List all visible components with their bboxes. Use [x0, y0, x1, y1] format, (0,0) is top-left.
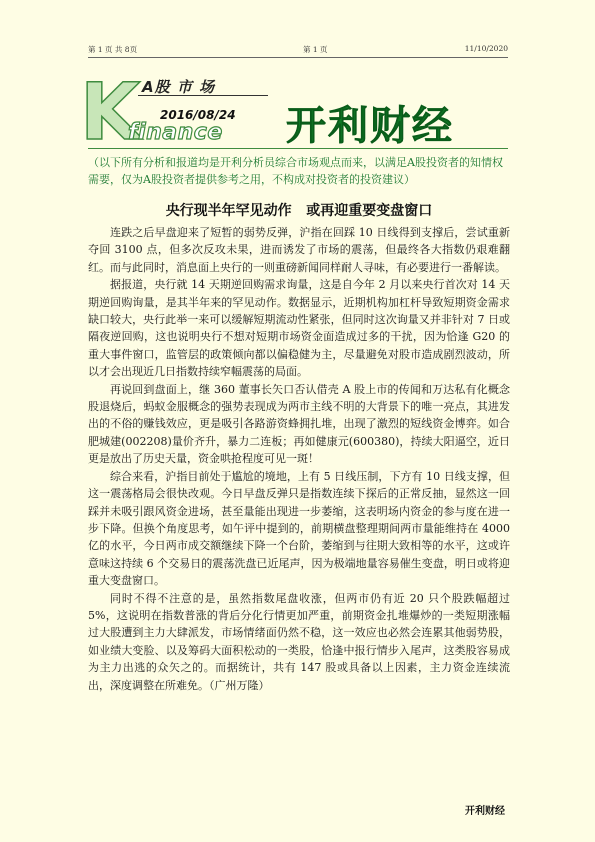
paragraph: 再说回到盘面上，继 360 董事长矢口否认借壳 A 股上市的传闻和万达私有化概念股退烧后，蚂蚁金服概念的强势表现成为两市主线不明的大背景下的唯一亮点，其进发出的不俗的赚钱效应，更是吸引各路游资蜂拥扎堆，出现了激烈的短线资金博弈。如合肥城建(002208)量价齐升，暴力二连板；再如健康元(600380)，持续大阳逼空，近日更是放出了历史天量，资金哄抢程度可见一斑！ [88, 382, 510, 466]
logo-letter: K [80, 68, 141, 158]
header-divider [88, 57, 508, 58]
brand-title: 开利财经 [286, 103, 454, 149]
paragraph: 据报道，央行就 14 天期逆回购需求询量，这是自今年 2 月以来央行首次对 14 天期逆回购询量，是其半年来的罕见动作。数据显示，近期机构加杠杆导致短期资金需求缺口较大，央行此举一来可以缓解短期流动性紧张，但同时这次询量又并非针对 7 日或隔夜逆回购，这也说明央行不想对短期市场资金面造成过多的干扰，因为恰逢 G20 的重大事件窗口，监管层的政策倾向都以偏稳健为主，尽量避免对股市造成剧烈波动，所以才会出现近几日指数持续窄幅震荡的局面。 [88, 278, 510, 379]
article-body [88, 224, 510, 694]
paragraph: 综合来看，沪指目前处于尴尬的境地，上有 5 日线压制，下方有 10 日线支撑，但这一震荡格局会很快改观。今日早盘反弹只是指数连续下探后的正常反抽，显然这一回踩并未吸引跟风资金进场，甚至量能出现进一步萎缩，这表明场内资金的参与度在进一步下降。但换个角度思考，如午评中提到的，前期横盘整理期间两市量能维持在 4000 亿的水平，今日两市成交额继续下降一个台阶，萎缩到与往期大致相等的水平，这或许意味这持续 6 个交易日的震荡洗盘已近尾声，因为极端地量容易催生变盘，明日或将迎重大变盘窗口。 [88, 469, 510, 588]
footer-brand: 开利财经 [465, 806, 505, 817]
page-number: 第 1 页 [303, 45, 328, 54]
brand-divider [88, 148, 508, 149]
article-headline: 央行现半年罕见动作 或再迎重要变盘窗口 [165, 203, 433, 219]
disclaimer: （以下所有分析和报道均是开利分析员综合市场观点而来，以满足A股投资者的知情权需要，仅为A股投资者提供参考之用，不构成对投资者的投资建议） [88, 156, 503, 186]
logo-rule [138, 95, 268, 96]
paragraph: 同时不得不注意的是，虽然指数尾盘收涨，但两市仍有近 20 只个股跌幅超过 5%，这说明在指数普涨的背后分化行情更加严重，前期资金扎堆爆炒的一类短期涨幅过大股遭到主力大肆派发，市场情绪面仍然不稳，这一效应也必然会连累其他弱势股，如业绩大变脸、以及筹码大面积松动的一类股，恰逢中报行情步入尾声，这类股容易成为主力出逃的众矢之的。而据统计，共有 147 股或具备以上因素，主力资金连续流出，深度调整在所难免。（广州万隆） [88, 591, 510, 692]
page-header [88, 44, 508, 58]
logo-finance-word: finance [128, 120, 223, 145]
paragraph: 连跌之后早盘迎来了短暂的弱势反弹，沪指在回踩 10 日线得到支撑后，尝试重新夺回 3100 点，但多次反攻未果，进而诱发了市场的震荡，但最终各大指数仍艰难翻红。而与此同时，消息面上央行的一则重磅新闻同样耐人寻味，有必要进行一番解读。 [88, 226, 510, 274]
page-count: 第 1 页 共 8页 [88, 45, 138, 54]
logo-date: 2016/08/24 [160, 108, 236, 122]
logo-market-label: A股 市 场 [142, 78, 216, 96]
kfinance-logo [80, 68, 280, 158]
print-date: 11/10/2020 [464, 44, 508, 53]
